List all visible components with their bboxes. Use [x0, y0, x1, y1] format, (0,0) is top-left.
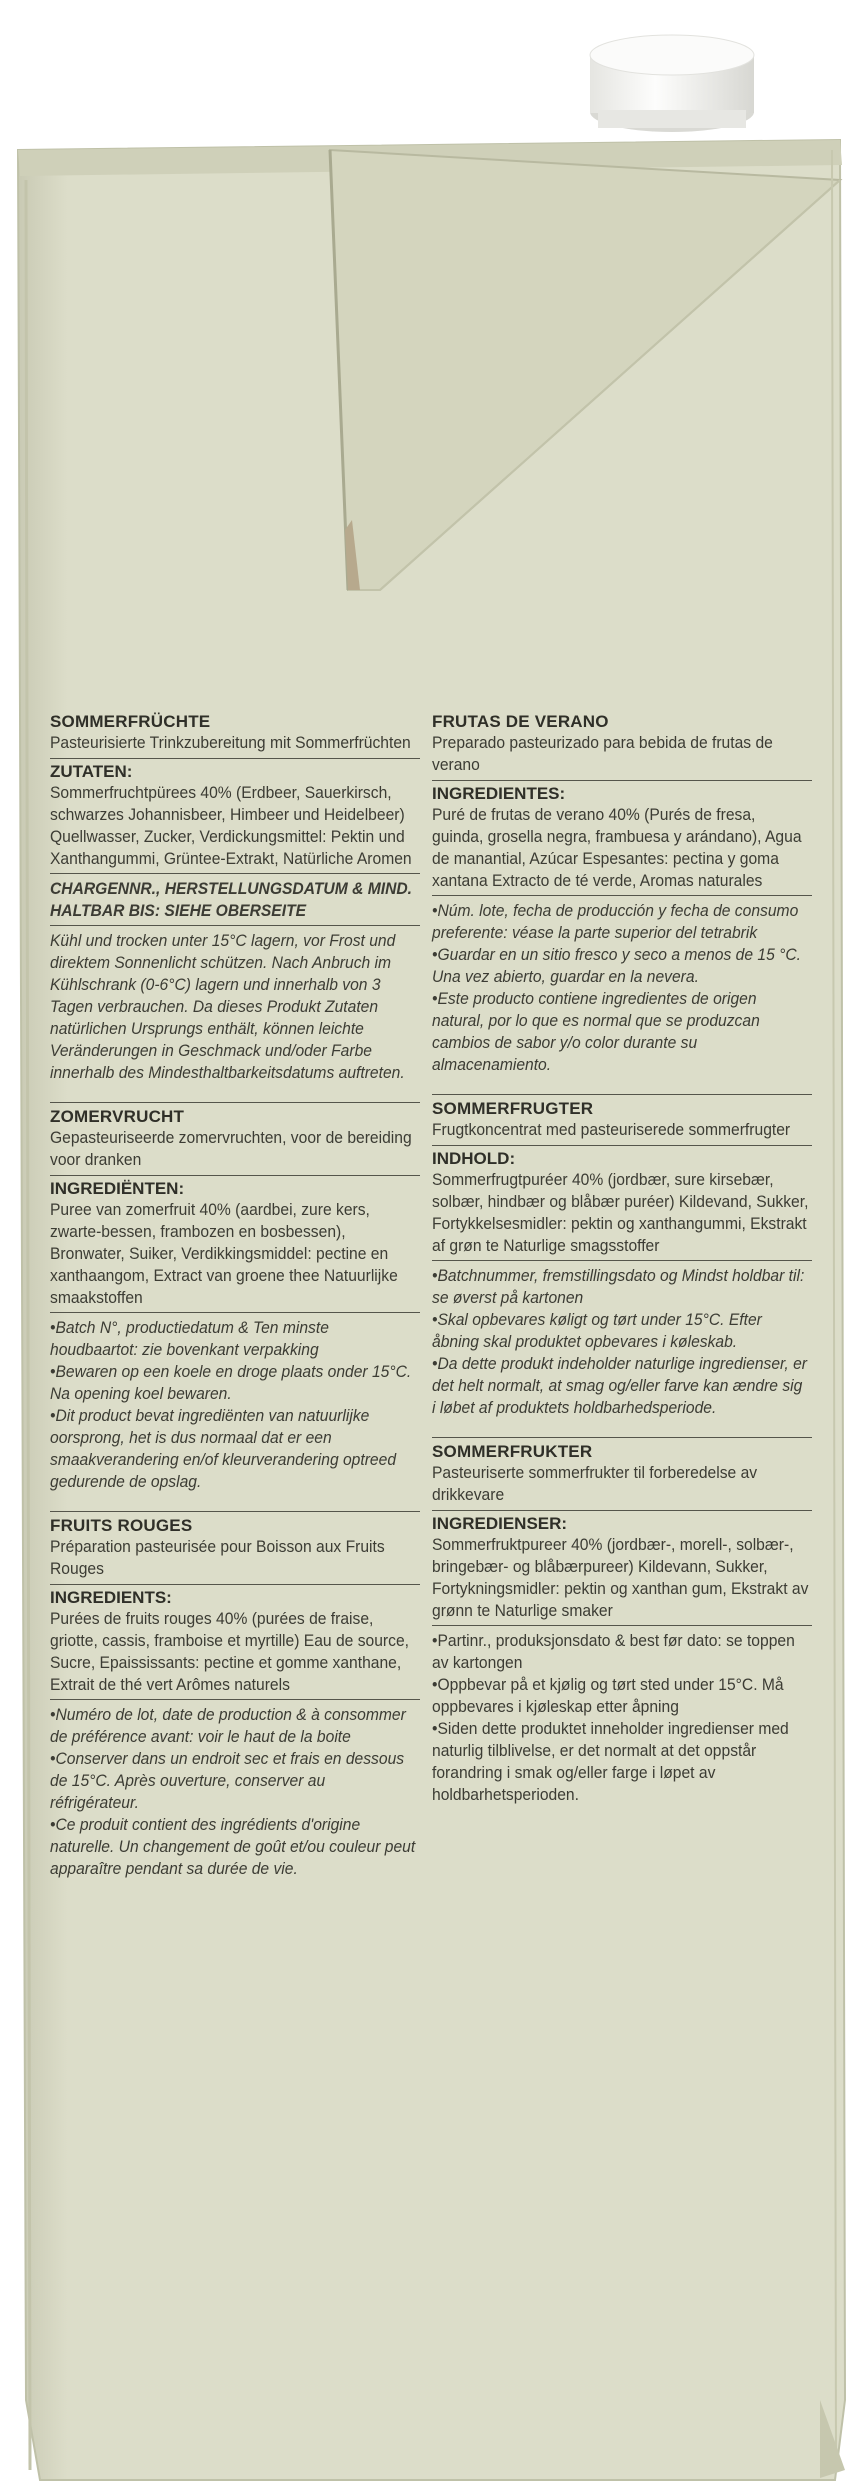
section-title: FRUTAS DE VERANO — [432, 712, 609, 731]
note-item: •Oppbevar på et kjølig og tørt sted under 15°C. Må oppbevares i kjøleskap etter åpning — [432, 1675, 784, 1716]
section-german — [50, 712, 420, 1084]
ingredients-text: Sommerfrugtpuréer 40% (jordbær, sure kirsebær, solbær, hindbær og blåbær puréer) Kildevand, Sukker, Fortykkelsesmidler: pektin og xanthangummi, Ekstrakt af grøn te Naturlige smagsstoffer — [432, 1170, 809, 1255]
note-item: •Conserver dans un endroit sec et frais en dessous de 15°C. Après ouverture, conserver au réfrigérateur. — [50, 1749, 405, 1812]
section-description: Préparation pasteurisée pour Boisson aux Fruits Rouges — [50, 1537, 385, 1578]
ingredients-heading: INGREDIENTS: — [50, 1584, 420, 1608]
right-text-column — [432, 712, 812, 1824]
left-text-column — [50, 712, 420, 1898]
divider — [50, 1102, 420, 1103]
section-description: Pasteuriserte sommerfrukter til forberedelse av drikkevare — [432, 1463, 758, 1504]
section-spanish — [432, 712, 812, 1076]
note-item: •Ce produit contient des ingrédients d'origine naturelle. Un changement de goût et/ou couleur peut apparaître pendant sa durée de vie. — [50, 1815, 416, 1878]
section-title: ZOMERVRUCHT — [50, 1107, 185, 1126]
note-item: •Bewaren op een koele en droge plaats onder 15°C. Na opening koel bewaren. — [50, 1362, 412, 1403]
divider — [432, 1437, 812, 1438]
note-item: •Siden dette produktet inneholder ingredienser med naturlig tilblivelse, er det normalt at det oppstår forandring i smak og/eller farge i løpet av holdbarhetsperioden. — [432, 1719, 789, 1804]
section-description: Preparado pasteurizado para bebida de frutas de verano — [432, 733, 773, 774]
ingredients-text: Puree van zomerfruit 40% (aardbei, zure kers, zwarte-bessen, frambozen en bosbessen), Bronwater, Suiker, Verdikkingsmiddel: pectine en xanthaangom, Extract van groene thee Natuurlijke smaakstoffen — [50, 1200, 398, 1307]
ingredients-text: Sommerfruktpureer 40% (jordbær-, morell-, solbær-, bringebær- og blåbærpureer) Kildevann, Sukker, Fortykningsmidler: pektin og xanthan gum, Ekstrakt av grønn te Naturlige smaker — [432, 1535, 809, 1620]
storage-info: Kühl und trocken unter 15°C lagern, vor Frost und direktem Sonnenlicht schützen. Nach Anbruch im Kühlschrank (0-6°C) lagern und innerhalb von 3 Tagen verbrauchen. Da dieses Produkt Zutaten natürlichen Ursprungs enthält, können leichte Veränderungen in Geschmack und/oder Farbe innerhalb des Mindesthaltbarkeitsdatums auftreten. — [50, 931, 405, 1082]
divider — [432, 1625, 812, 1626]
divider — [50, 873, 420, 874]
note-item: •Da dette produkt indeholder naturlige ingredienser, er det helt normalt, at smag og/eller farve kan ændre sig i løbet af produktets holdbarhedsperiode. — [432, 1354, 808, 1417]
divider — [50, 1511, 420, 1512]
divider — [50, 925, 420, 926]
section-description: Frugtkoncentrat med pasteuriserede sommerfrugter — [432, 1120, 791, 1139]
section-title: FRUITS ROUGES — [50, 1516, 193, 1535]
ingredients-heading: INGREDIËNTEN: — [50, 1175, 420, 1199]
note-item: •Partinr., produksjonsdato & best før dato: se toppen av kartongen — [432, 1631, 795, 1672]
bottle-cap-icon — [590, 35, 754, 132]
section-norwegian — [432, 1437, 812, 1806]
note-item: •Batch N°, productiedatum & Ten minste houdbaartot: zie bovenkant verpakking — [50, 1318, 329, 1359]
note-item: •Este producto contiene ingredientes de origen natural, por lo que es normal que se produzcan cambios de sabor y/o color durante su almacenamiento. — [432, 989, 760, 1074]
ingredients-text: Purées de fruits rouges 40% (purées de fraise, griotte, cassis, framboise et myrtille) Eau de source, Sucre, Epaississants: pectine et gomme xanthane, Extrait de thé vert Arômes naturels — [50, 1609, 409, 1694]
ingredients-text: Puré de frutas de verano 40% (Purés de fresa, guinda, grosella negra, frambuesa y arándano), Agua de manantial, Azúcar Espesantes: pectina y goma xantana Extracto de té verde, Aromas naturales — [432, 805, 802, 890]
divider — [432, 1094, 812, 1095]
note-item: •Guardar en un sitio fresco y seco a menos de 15 °C. Una vez abierto, guardar en la nevera. — [432, 945, 802, 986]
ingredients-text: Sommerfruchtpürees 40% (Erdbeer, Sauerkirsch, schwarzes Johannisbeer, Himbeer und Heidelbeer) Quellwasser, Zucker, Verdickungsmittel: Pektin und Xanthangummi, Grüntee-Extrakt, Natürliche Aromen — [50, 783, 412, 868]
section-title: SOMMERFRUGTER — [432, 1099, 594, 1118]
divider — [50, 1312, 420, 1313]
note-item: •Núm. lote, fecha de producción y fecha de consumo preferente: véase la parte superior del tetrabrik — [432, 901, 799, 942]
note-item: •Skal opbevares køligt og tørt under 15°C. Efter åbning skal produktet opbevares i køleskab. — [432, 1310, 762, 1351]
divider — [432, 1260, 812, 1261]
note-item: •Dit product bevat ingrediënten van natuurlijke oorsprong, het is dus normaal dat er een smaakverandering en/of kleurverandering optreed gedurende de opslag. — [50, 1406, 397, 1491]
section-french — [50, 1511, 420, 1880]
ingredients-heading: INGREDIENSER: — [432, 1510, 812, 1534]
ingredients-heading: ZUTATEN: — [50, 758, 420, 782]
section-title: SOMMERFRUKTER — [432, 1442, 593, 1461]
note-item: •Batchnummer, fremstillingsdato og Mindst holdbar til: se øverst på kartonen — [432, 1266, 805, 1307]
batch-info: CHARGENNR., HERSTELLUNGSDATUM & MIND. HALTBAR BIS: SIEHE OBERSEITE — [50, 879, 413, 920]
note-item: •Numéro de lot, date de production & à consommer de préférence avant: voir le haut de la boite — [50, 1705, 406, 1746]
section-dutch — [50, 1102, 420, 1493]
ingredients-heading: INDHOLD: — [432, 1145, 812, 1169]
section-title: SOMMERFRÜCHTE — [50, 712, 211, 731]
divider — [50, 1699, 420, 1700]
divider — [432, 895, 812, 896]
section-description: Gepasteuriseerde zomervruchten, voor de bereiding voor dranken — [50, 1128, 412, 1169]
ingredients-heading: INGREDIENTES: — [432, 780, 812, 804]
section-danish — [432, 1094, 812, 1419]
section-description: Pasteurisierte Trinkzubereitung mit Sommerfrüchten — [50, 733, 411, 752]
